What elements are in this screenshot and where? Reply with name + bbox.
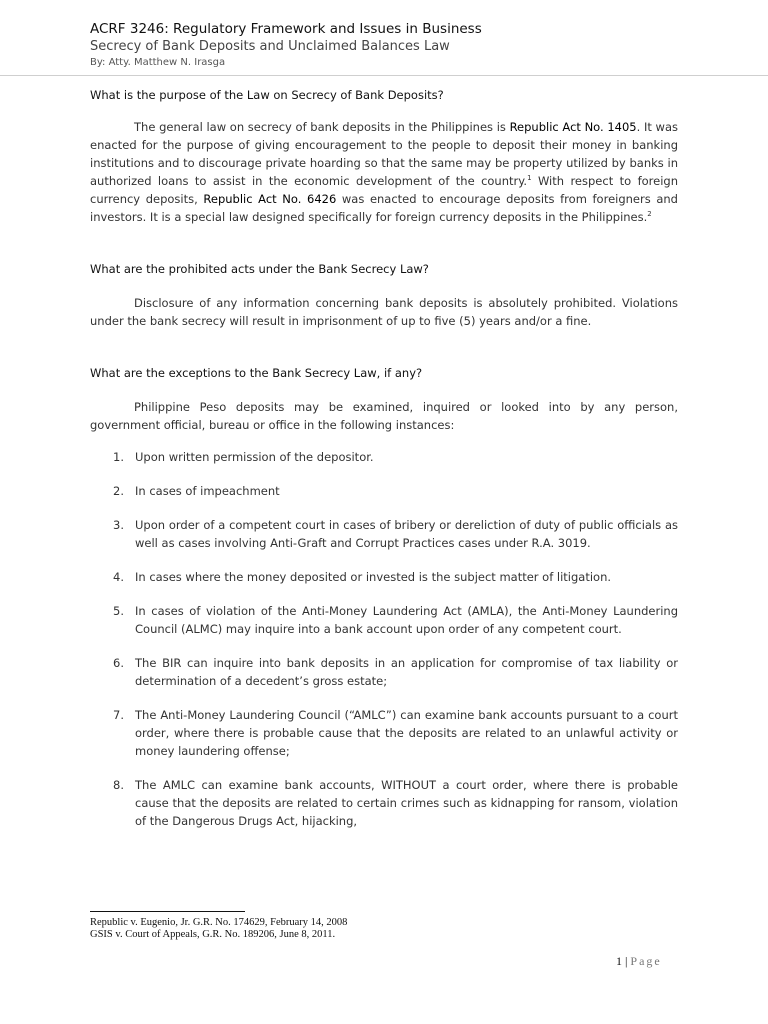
page-number-value: 1 — [616, 954, 622, 968]
text-run: The general law on secrecy of bank deposits in the Philippines is — [134, 120, 510, 134]
list-number: 6. — [113, 656, 124, 670]
list-item-text: The AMLC can examine bank accounts, WITHOUT a court order, where there is probable cause that the deposits are related to certain crimes such as kidnapping for ransom, violation of the Dangerous Drugs Act, hijacking, — [135, 778, 678, 828]
footnote-2: GSIS v. Court of Appeals, G.R. No. 189206, June 8, 2011. — [90, 929, 336, 940]
footnote-1: Republic v. Eugenio, Jr. G.R. No. 174629, February 14, 2008 — [90, 917, 348, 928]
list-item-text: In cases of impeachment — [135, 484, 280, 498]
list-item-text: Upon order of a competent court in cases of bribery or dereliction of duty of public officials as well as cases involving Anti-Graft and Corrupt Practices cases under R.A. 3019. — [135, 518, 678, 550]
author-line: By: Atty. Matthew N. Irasga — [90, 57, 226, 68]
paragraph-purpose — [90, 118, 678, 226]
list-number: 4. — [113, 570, 124, 584]
footnote-ref: 1 — [527, 174, 532, 183]
course-title: ACRF 3246: Regulatory Framework and Issues in Business — [90, 21, 482, 37]
list-number: 3. — [113, 518, 124, 532]
list-item — [90, 776, 678, 830]
footnote-ref: 2 — [647, 210, 652, 219]
list-number: 7. — [113, 708, 124, 722]
list-item — [90, 516, 678, 552]
list-item-text: In cases of violation of the Anti-Money Laundering Act (AMLA), the Anti-Money Laundering Council (ALMC) may inquire into a bank account upon order of any competent court. — [135, 604, 678, 636]
document-subtitle: Secrecy of Bank Deposits and Unclaimed Balances Law — [90, 39, 450, 54]
list-item-text: The Anti-Money Laundering Council (“AMLC”) can examine bank accounts pursuant to a court order, where there is probable cause that the deposits are related to an unlawful activity or money laundering offense; — [135, 708, 678, 758]
law-reference: Republic Act No. 1405 — [509, 120, 637, 134]
document-header — [90, 20, 730, 70]
page-separator: | — [622, 954, 631, 968]
footnotes — [90, 917, 690, 941]
list-number: 5. — [113, 604, 124, 618]
list-item — [90, 706, 678, 760]
list-number: 1. — [113, 450, 124, 464]
page-number — [616, 954, 662, 969]
page-label: Page — [630, 954, 662, 968]
header-divider — [0, 75, 768, 76]
list-item — [90, 602, 678, 638]
text-run: . It was enacted for the purpose of giving encouragement to the people to deposit their money in banking institutions and to discourage private hoarding so that the same may be property utilized by banks in authorized loans to assist in the economic development of the country. — [90, 120, 678, 188]
law-reference: Republic Act No. 6426 — [203, 192, 337, 206]
list-item-text: The BIR can inquire into bank deposits in an application for compromise of tax liability or determination of a decedent’s gross estate; — [135, 656, 678, 688]
list-number: 8. — [113, 778, 124, 792]
list-item — [90, 448, 678, 466]
list-item — [90, 654, 678, 690]
question-heading-exceptions: What are the exceptions to the Bank Secrecy Law, if any? — [90, 366, 423, 380]
paragraph-exceptions-intro: Philippine Peso deposits may be examined, inquired or looked into by any person, government official, bureau or office in the following instances: — [90, 400, 678, 432]
question-heading-prohibited: What are the prohibited acts under the Bank Secrecy Law? — [90, 262, 429, 276]
document-body — [90, 86, 678, 830]
list-item-text: In cases where the money deposited or invested is the subject matter of litigation. — [135, 570, 612, 584]
list-item-text: Upon written permission of the depositor. — [135, 450, 374, 464]
footnote-divider — [90, 911, 245, 912]
text-run: With respect to foreign currency deposits, — [90, 174, 678, 206]
paragraph-prohibited: Disclosure of any information concerning bank deposits is absolutely prohibited. Violations under the bank secrecy will result in imprisonment of up to five (5) years and/or a fine. — [90, 296, 678, 328]
question-heading-purpose: What is the purpose of the Law on Secrecy of Bank Deposits? — [90, 88, 444, 102]
exceptions-list — [90, 448, 678, 830]
list-item — [90, 568, 678, 586]
list-number: 2. — [113, 484, 124, 498]
list-item — [90, 482, 678, 500]
text-run: was enacted to encourage deposits from foreigners and investors. It is a special law designed specifically for foreign currency deposits in the Philippines. — [90, 192, 678, 224]
